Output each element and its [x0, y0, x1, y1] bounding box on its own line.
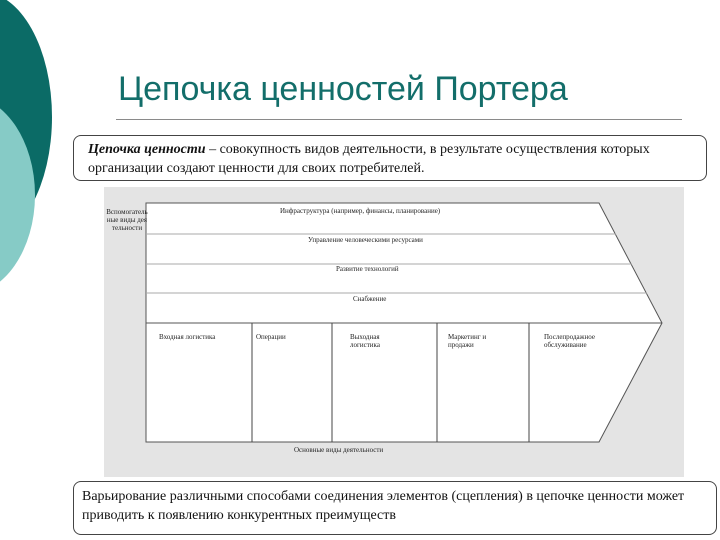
primary-activity-marketing-sales: Маркетинг и продажи — [448, 333, 487, 349]
slide-title: Цепочка ценностей Портера — [118, 70, 568, 108]
title-divider — [116, 119, 682, 120]
support-activity-infrastructure: Инфраструктура (например, финансы, планирование) — [280, 207, 441, 215]
primary-activity-inbound-logistics: Входная логистика — [159, 333, 216, 341]
definition-term: Цепочка ценности — [88, 142, 206, 157]
definition-box — [73, 135, 707, 181]
primary-activity-outbound-logistics: Выходная логистика — [350, 333, 380, 349]
value-chain-shape — [104, 187, 684, 477]
support-activity-technology: Развитие технологий — [336, 265, 399, 273]
conclusion-box — [73, 481, 717, 535]
primary-activities-footer: Основные виды деятельности — [294, 446, 384, 454]
support-activity-procurement: Снабжение — [353, 295, 387, 303]
support-activities-header: Вспомогательные виды деятельности — [106, 208, 148, 232]
conclusion-text: Варьирование различными способами соединения элементов (сцепления) в цепочке ценности может приводить к появлению конкурентных преимуществ — [82, 489, 685, 523]
primary-activity-service: Послепродажное обслуживание — [544, 333, 595, 349]
definition-text: – совокупность видов деятельности, в результате осуществления которых организации создают ценности для своих потребителей. — [88, 142, 650, 176]
value-chain-diagram — [104, 187, 684, 477]
support-activity-hr: Управление человеческими ресурсами — [308, 236, 423, 244]
primary-activity-operations: Операции — [256, 333, 286, 341]
